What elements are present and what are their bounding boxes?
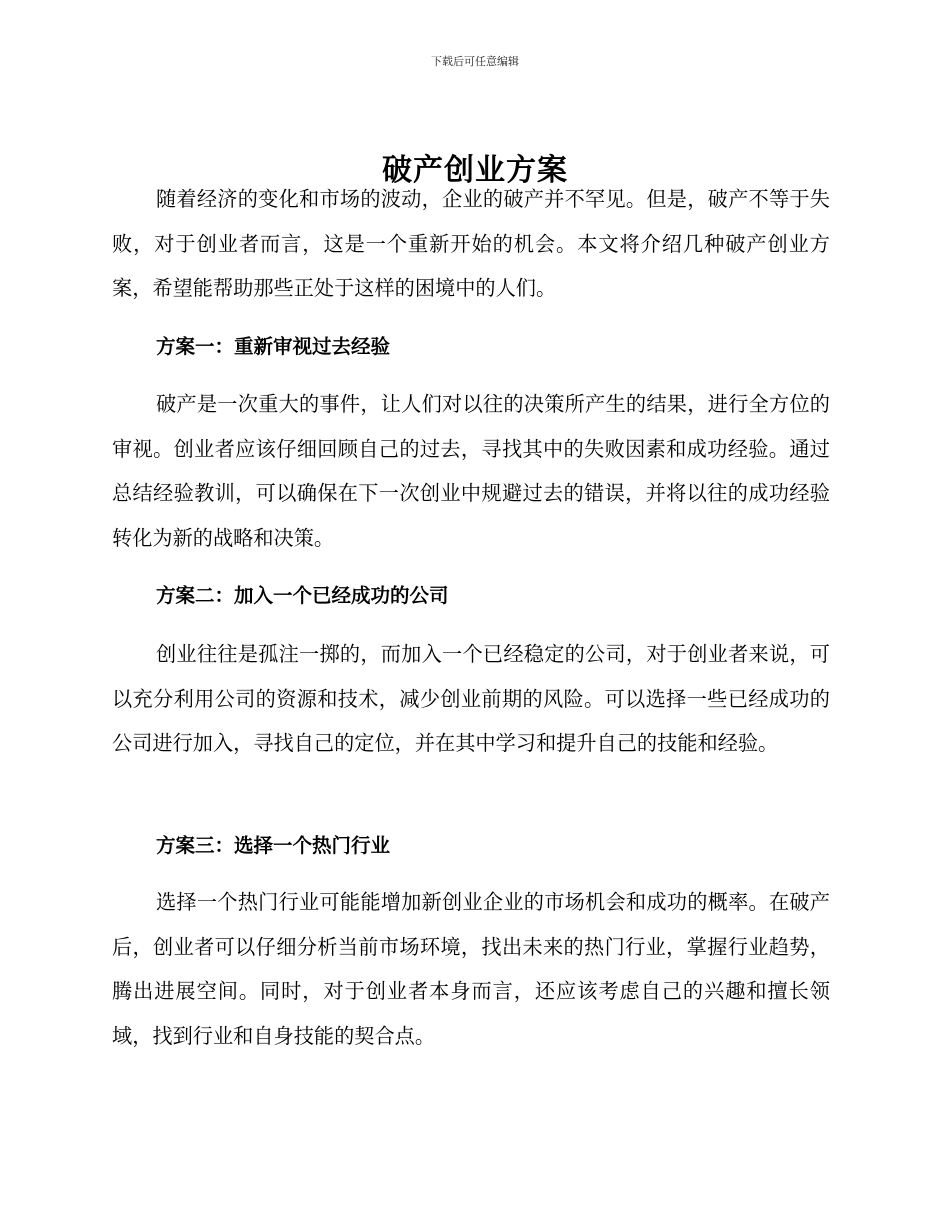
section-body-2: 创业往往是孤注一掷的，而加入一个已经稳定的公司，对于创业者来说，可以充分利用公司的资源和技术，减少创业前期的风险。可以选择一些已经成功的公司进行加入，寻找自己的定位，并在其中学习和提升自己的技能和经验。 <box>112 642 830 755</box>
section-heading-2: 方案二：加入一个已经成功的公司 <box>156 584 449 607</box>
section-heading-1: 方案一：重新审视过去经验 <box>156 335 391 358</box>
document-title: 破产创业方案 <box>382 153 568 189</box>
header-note: 下载后可任意编辑 <box>431 55 519 68</box>
section-body-3: 选择一个热门行业可能能增加新创业企业的市场机会和成功的概率。在破产后，创业者可以仔细分析当前市场环境，找出未来的热门行业，掌握行业趋势，腾出进展空间。同时，对于创业者本身而言，还应该考虑自己的兴趣和擅长领域，找到行业和自身技能的契合点。 <box>112 890 830 1048</box>
intro-paragraph: 随着经济的变化和市场的波动，企业的破产并不罕见。但是，破产不等于失败，对于创业者而言，这是一个重新开始的机会。本文将介绍几种破产创业方案，希望能帮助那些正处于这样的困境中的人们。 <box>112 187 830 300</box>
section-heading-3: 方案三：选择一个热门行业 <box>156 834 391 857</box>
section-body-1: 破产是一次重大的事件，让人们对以往的决策所产生的结果，进行全方位的审视。创业者应该仔细回顾自己的过去，寻找其中的失败因素和成功经验。通过总结经验教训，可以确保在下一次创业中规避过去的错误，并将以往的成功经验转化为新的战略和决策。 <box>112 392 830 550</box>
